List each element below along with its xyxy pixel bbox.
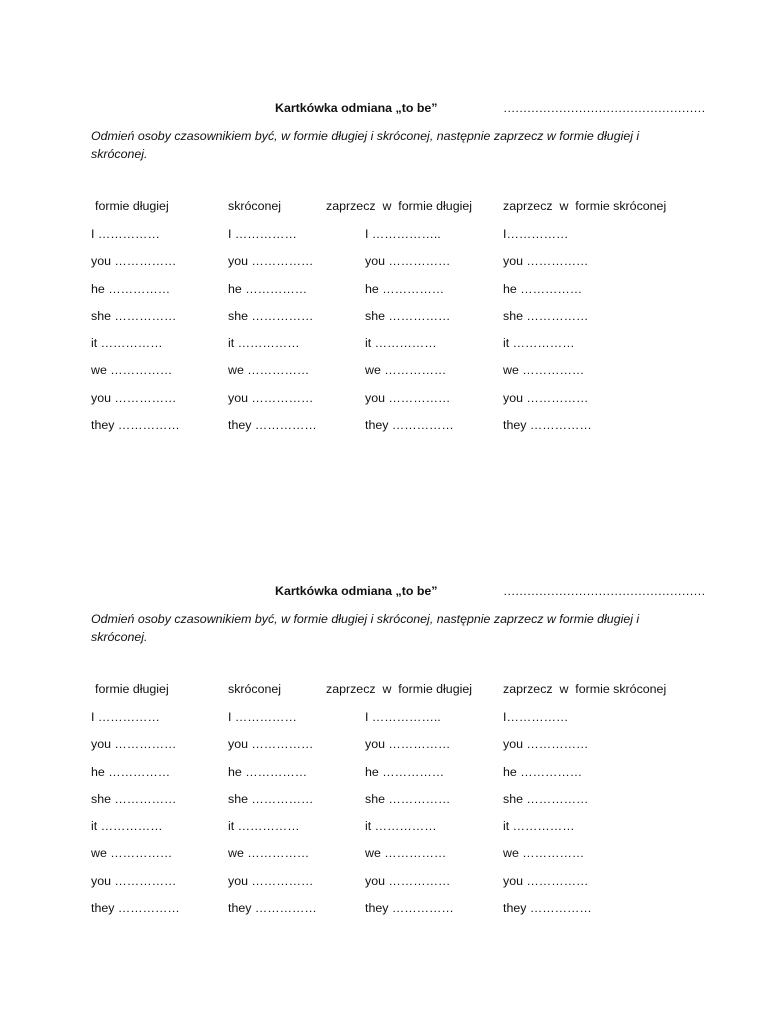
blank-cell: I…………… — [503, 710, 569, 724]
blank-cell: he …………… — [228, 281, 308, 296]
blank-cell: he …………… — [503, 764, 583, 779]
blank-cell: I …………… — [228, 710, 297, 724]
blank-cell: you …………… — [503, 254, 589, 269]
blank-cell: it …………… — [91, 819, 163, 834]
worksheet-title: Kartkówka odmiana „to be” — [275, 584, 438, 598]
blank-cell: I …………… — [91, 710, 160, 724]
blank-cell: you …………… — [91, 390, 177, 405]
blank-cell: you …………… — [503, 873, 589, 888]
blank-cell: you …………… — [228, 737, 314, 752]
column-long-form — [91, 199, 180, 445]
blank-cell: it …………… — [503, 336, 575, 351]
instruction-text: Odmień osoby czasownikiem być, w formie długiej i skróconej, następnie zaprzecz w formie długiej i skróconej. — [91, 612, 640, 644]
blank-cell: they …………… — [228, 901, 317, 916]
column-long-form — [91, 682, 180, 928]
blank-cell: they …………… — [91, 418, 180, 433]
blank-cell: you …………… — [503, 737, 589, 752]
blank-cell: I …………….. — [365, 710, 441, 724]
blank-cell: she …………… — [228, 791, 314, 806]
blank-cell: we …………… — [91, 363, 173, 378]
column-header: formie długiej — [95, 199, 169, 213]
blank-cell: she …………… — [365, 791, 451, 806]
column-header: skróconej — [228, 682, 282, 696]
blank-cell: it …………… — [228, 819, 300, 834]
blank-cell: I …………… — [91, 227, 160, 241]
blank-cell: he …………… — [91, 281, 171, 296]
column-negative-short-form — [503, 682, 666, 928]
column-header: zaprzecz w formie długiej — [326, 682, 472, 696]
blank-cell: he …………… — [503, 281, 583, 296]
blank-cell: he …………… — [228, 764, 308, 779]
blank-cell: they …………… — [503, 901, 592, 916]
column-short-form — [228, 682, 317, 928]
blank-cell: she …………… — [365, 308, 451, 323]
worksheet-title: Kartkówka odmiana „to be” — [275, 101, 438, 115]
instruction-text: Odmień osoby czasownikiem być, w formie długiej i skróconej, następnie zaprzecz w formie długiej i skróconej. — [91, 129, 640, 161]
blank-cell: she …………… — [228, 308, 314, 323]
blank-cell: we …………… — [503, 363, 585, 378]
blank-cell: we …………… — [228, 846, 310, 861]
blank-cell: she …………… — [503, 308, 589, 323]
blank-cell: it …………… — [503, 819, 575, 834]
blank-cell: he …………… — [365, 281, 445, 296]
column-header: zaprzecz w formie skróconej — [503, 199, 667, 213]
blank-cell: she …………… — [91, 791, 177, 806]
column-header: zaprzecz w formie długiej — [326, 199, 472, 213]
column-negative-short-form — [503, 199, 666, 445]
blank-cell: we …………… — [228, 363, 310, 378]
blank-cell: we …………… — [365, 363, 447, 378]
column-negative-long-form — [326, 682, 472, 928]
name-field-line: …………………………………………… — [503, 584, 706, 598]
blank-cell: they …………… — [365, 418, 454, 433]
blank-cell: you …………… — [91, 873, 177, 888]
blank-cell: you …………… — [365, 390, 451, 405]
blank-cell: they …………… — [91, 901, 180, 916]
blank-cell: she …………… — [503, 791, 589, 806]
column-header: skróconej — [228, 199, 282, 213]
blank-cell: they …………… — [228, 418, 317, 433]
blank-cell: you …………… — [365, 737, 451, 752]
blank-cell: you …………… — [91, 254, 177, 269]
blank-cell: they …………… — [503, 418, 592, 433]
column-negative-long-form — [326, 199, 472, 445]
blank-cell: we …………… — [365, 846, 447, 861]
blank-cell: you …………… — [228, 254, 314, 269]
worksheet-2 — [0, 576, 768, 936]
blank-cell: they …………… — [365, 901, 454, 916]
column-header: zaprzecz w formie skróconej — [503, 682, 667, 696]
blank-cell: you …………… — [228, 873, 314, 888]
blank-cell: you …………… — [91, 737, 177, 752]
blank-cell: I …………….. — [365, 227, 441, 241]
column-short-form — [228, 199, 317, 445]
blank-cell: she …………… — [91, 308, 177, 323]
blank-cell: it …………… — [365, 336, 437, 351]
blank-cell: he …………… — [91, 764, 171, 779]
column-header: formie długiej — [95, 682, 169, 696]
worksheet-1 — [0, 93, 768, 453]
blank-cell: we …………… — [503, 846, 585, 861]
blank-cell: it …………… — [228, 336, 300, 351]
blank-cell: it …………… — [91, 336, 163, 351]
blank-cell: I…………… — [503, 227, 569, 241]
blank-cell: it …………… — [365, 819, 437, 834]
blank-cell: you …………… — [365, 254, 451, 269]
name-field-line: …………………………………………… — [503, 101, 706, 115]
blank-cell: you …………… — [503, 390, 589, 405]
blank-cell: you …………… — [365, 873, 451, 888]
blank-cell: you …………… — [228, 390, 314, 405]
blank-cell: we …………… — [91, 846, 173, 861]
blank-cell: I …………… — [228, 227, 297, 241]
blank-cell: he …………… — [365, 764, 445, 779]
